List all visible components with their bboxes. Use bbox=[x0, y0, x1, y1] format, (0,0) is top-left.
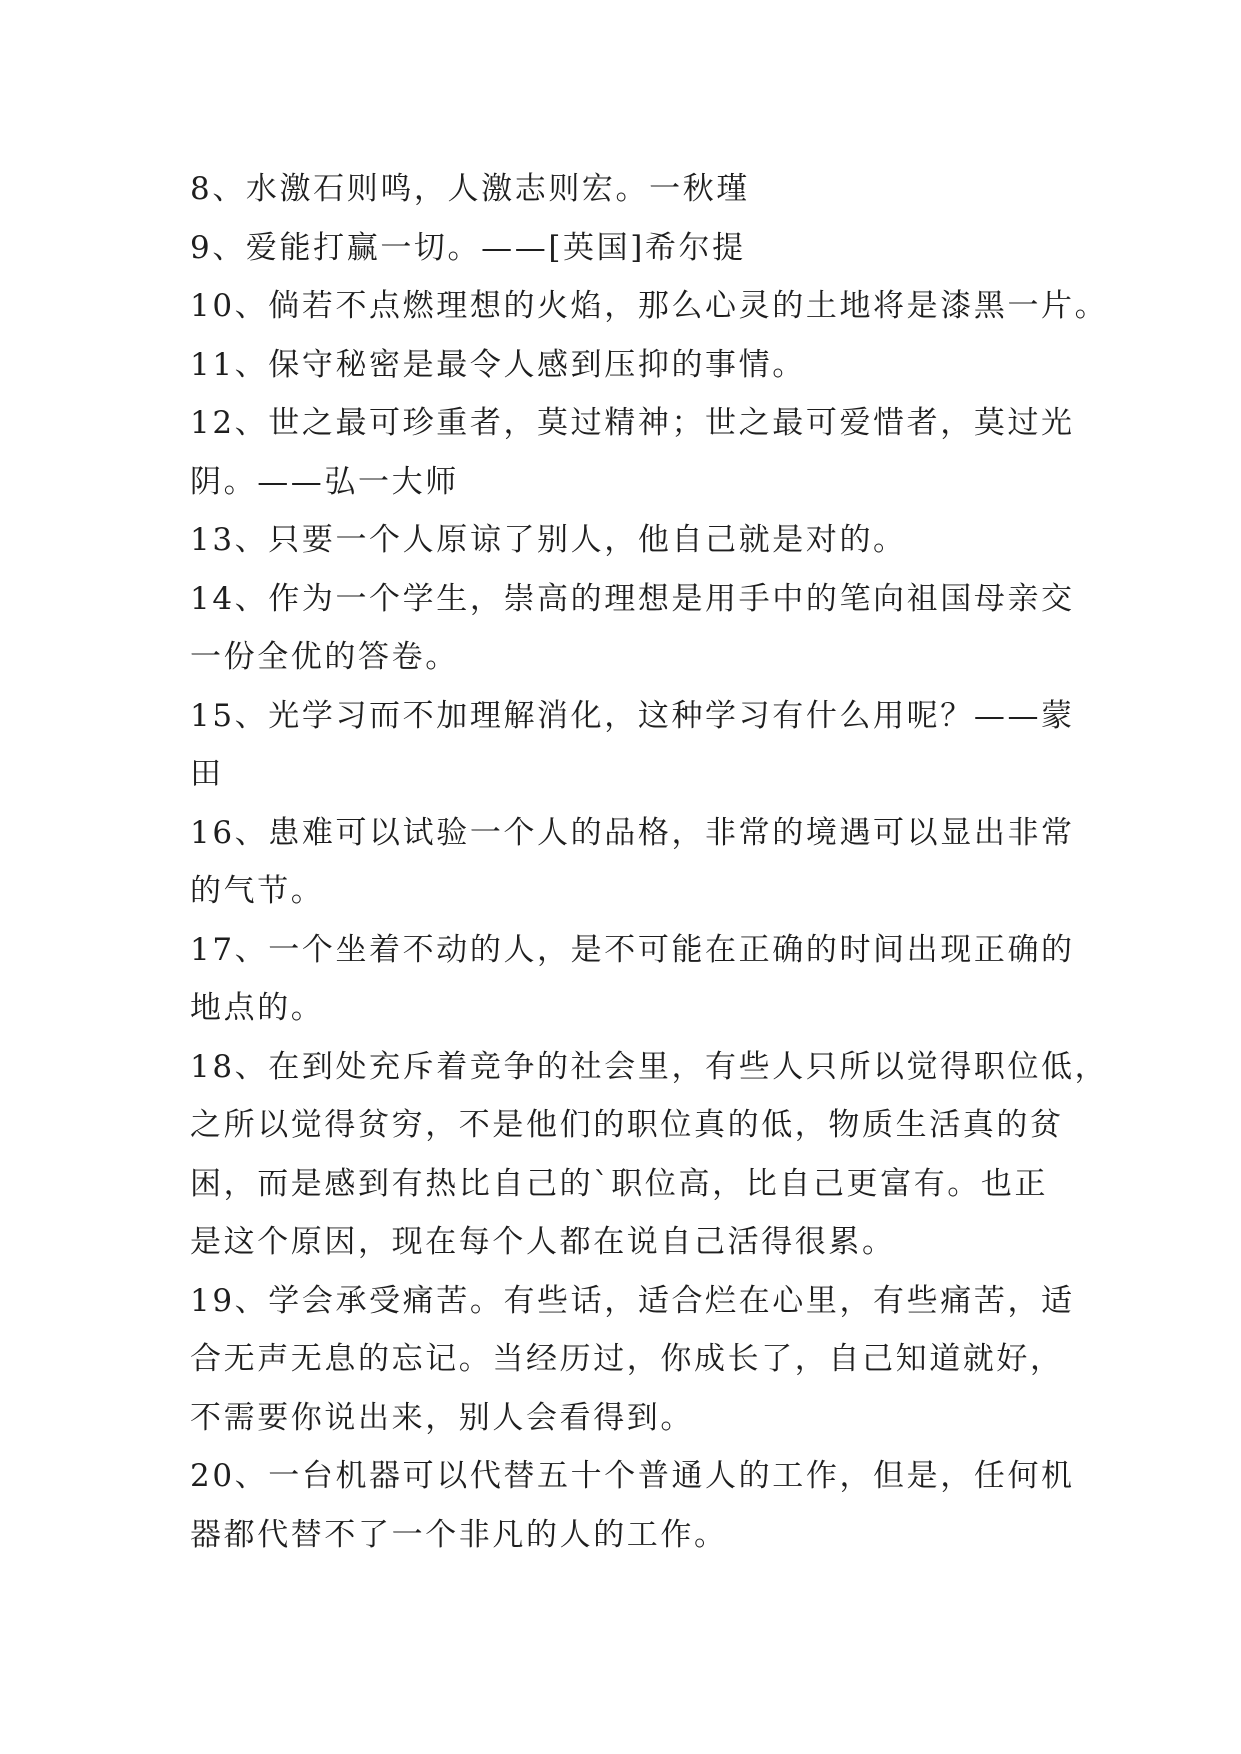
text-line: 合无声无息的忘记。当经历过，你成长了，自己知道就好， bbox=[190, 1341, 1064, 1377]
text-line: 地点的。 bbox=[190, 990, 325, 1026]
text-line: 20、一台机器可以代替五十个普通人的工作，但是，任何机 bbox=[190, 1458, 1075, 1494]
text-line: 阴。——弘一大师 bbox=[190, 463, 459, 500]
text-line: 18、在到处充斥着竞争的社会里，有些人只所以觉得职位低， bbox=[190, 1048, 1109, 1085]
text-line: 一份全优的答卷。 bbox=[190, 639, 459, 675]
text-line: 10、倘若不点燃理想的火焰，那么心灵的土地将是漆黑一片。 bbox=[190, 288, 1109, 324]
text-line: 17、一个坐着不动的人，是不可能在正确的时间出现正确的 bbox=[190, 931, 1075, 968]
text-line: 11、保守秘密是最令人感到压抑的事情。 bbox=[190, 346, 806, 383]
quote-list bbox=[190, 160, 1109, 1564]
text-line: 的气节。 bbox=[190, 873, 325, 909]
text-line: 是这个原因，现在每个人都在说自己活得很累。 bbox=[190, 1224, 896, 1260]
text-line: 器都代替不了一个非凡的人的工作。 bbox=[190, 1516, 728, 1553]
text-line: 困，而是感到有热比自己的`职位高，比自己更富有。也正 bbox=[190, 1165, 1049, 1202]
text-line: 8、水激石则鸣，人激志则宏。一秋瑾 bbox=[190, 171, 750, 207]
text-line: 19、学会承受痛苦。有些话，适合烂在心里，有些痛苦，适 bbox=[190, 1282, 1075, 1319]
text-line: 田 bbox=[190, 756, 224, 792]
text-line: 不需要你说出来，别人会看得到。 bbox=[190, 1399, 694, 1436]
text-line: 13、只要一个人原谅了别人，他自己就是对的。 bbox=[190, 522, 907, 558]
text-line: 16、患难可以试验一个人的品格，非常的境遇可以显出非常 bbox=[190, 814, 1075, 851]
text-line: 12、世之最可珍重者，莫过精神；世之最可爱惜者，莫过光 bbox=[190, 405, 1075, 441]
text-line: 15、光学习而不加理解消化，这种学习有什么用呢？——蒙 bbox=[190, 697, 1075, 734]
text-line: 之所以觉得贫穷，不是他们的职位真的低，物质生活真的贫 bbox=[190, 1107, 1064, 1143]
text-line: 9、爱能打赢一切。——[英国]希尔提 bbox=[190, 229, 746, 266]
text-line: 14、作为一个学生，崇高的理想是用手中的笔向祖国母亲交 bbox=[190, 580, 1075, 617]
